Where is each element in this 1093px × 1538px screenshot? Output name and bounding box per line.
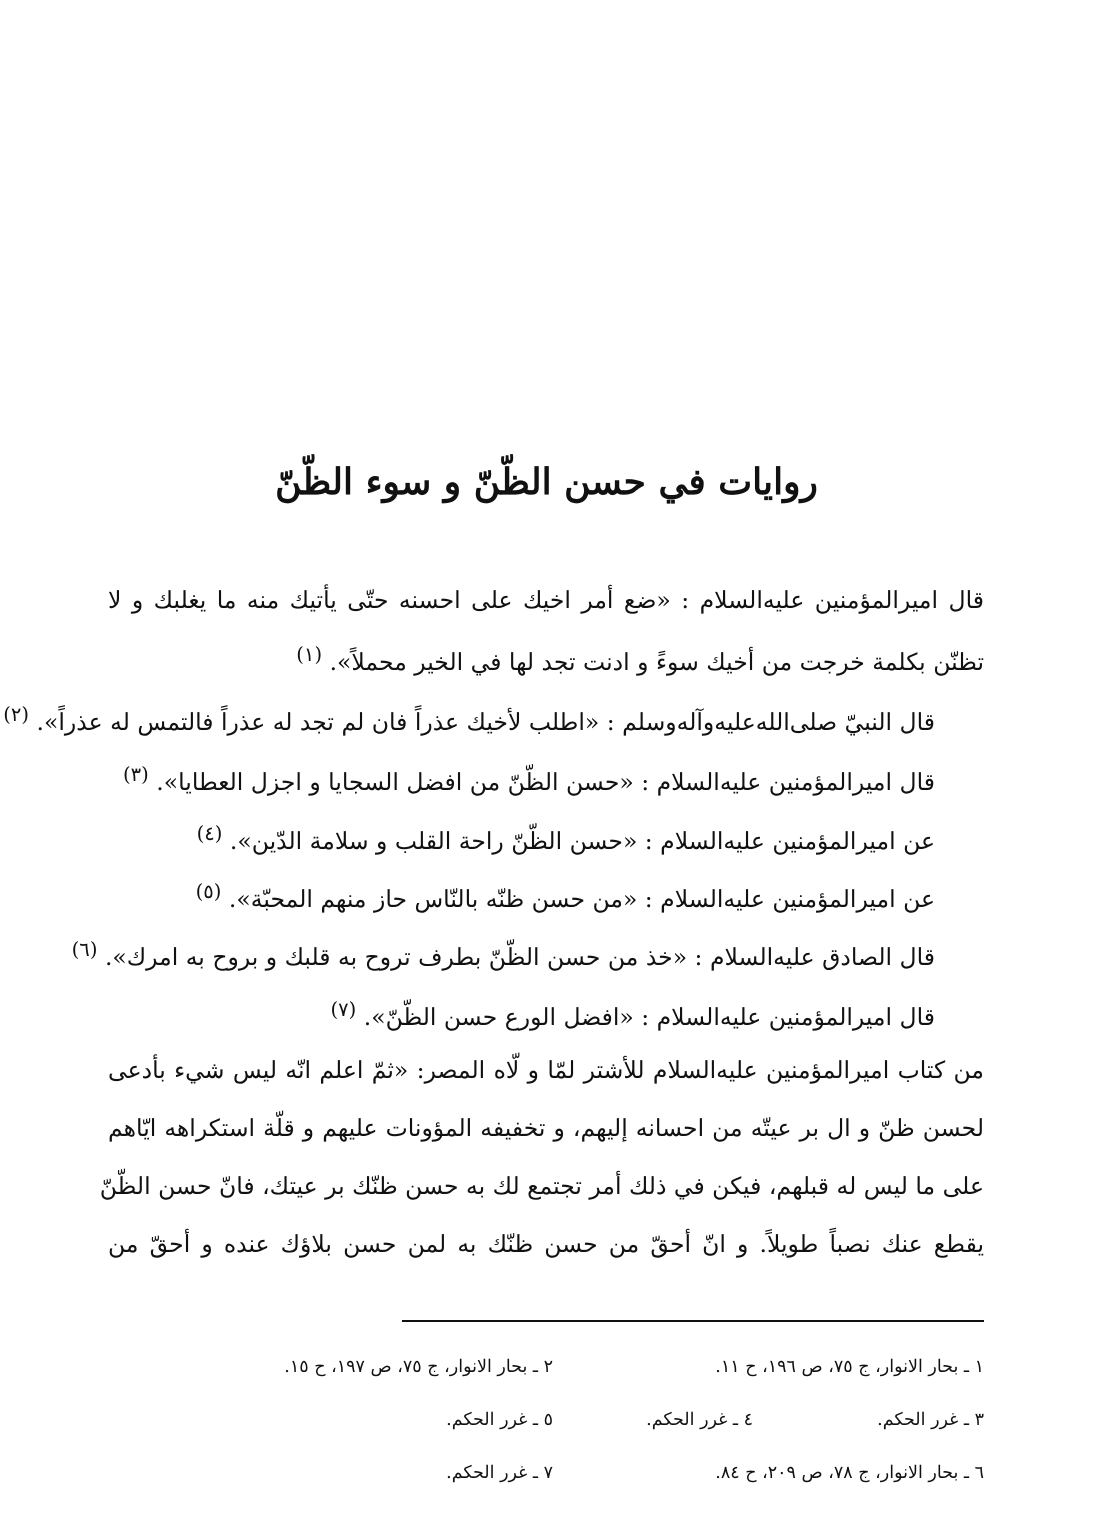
body-line-2 <box>296 635 984 682</box>
footnote-4: ٤ ـ غرر الحكم. <box>646 1410 753 1430</box>
body-line-7-text: قال الصادق عليه‌السلام : «خذ من حسن الظّنّ بطرف تروح به قلبك و بروح به امرك». <box>104 942 935 971</box>
body-line-2-text: تظنّن بكلمة خرجت من أخيك سوءً و ادنت تجد لها في الخير محملاً». <box>329 647 984 676</box>
body-line-4 <box>123 755 935 802</box>
body-line-6 <box>196 872 935 919</box>
body-line-9: من كتاب اميرالمؤمنين عليه‌السلام للأشتر لمّا و لّاه المصر: «ثمّ اعلم انّه ليس شيء بأدعى <box>108 1056 984 1084</box>
body-line-5 <box>197 814 935 861</box>
footnote-ref-7: (٧) <box>330 998 357 1021</box>
footnote-3: ٣ ـ غرر الحكم. <box>877 1410 984 1430</box>
body-line-7 <box>72 930 935 977</box>
body-line-8 <box>330 990 935 1037</box>
footnote-5: ٥ ـ غرر الحكم. <box>446 1410 553 1430</box>
body-line-11: على ما ليس له قبلهم، فيكن في ذلك أمر تجتمع لك به حسن ظنّك بر عيتك، فانّ حسن الظّنّ <box>99 1172 984 1200</box>
body-line-12: يقطع عنك نصباً طويلاً. و انّ أحقّ من حسن ظنّك به لمن حسن بلاؤك عنده و أحقّ من <box>108 1230 984 1258</box>
footnote-ref-6: (٦) <box>71 938 98 961</box>
body-line-4-text: قال اميرالمؤمنين عليه‌السلام : «حسن الظّنّ من افضل السجايا و اجزل العطايا». <box>156 767 935 796</box>
page-title: روايات في حسن الظّنّ و سوء الظّنّ <box>275 461 818 503</box>
body-line-3-text: قال النبيّ صلى‌الله‌عليه‌وآله‌وسلم : «اطلب لأخيك عذراً فان لم تجد له عذراً فالتمس له عذراً». <box>36 707 935 736</box>
body-line-6-text: عن اميرالمؤمنين عليه‌السلام : «من حسن ظنّه بالنّاس حاز منهم المحبّة». <box>228 884 935 913</box>
footnote-ref-4: (٤) <box>196 822 223 845</box>
footnote-ref-3: (٣) <box>123 763 149 786</box>
footnote-7: ٧ ـ غرر الحكم. <box>446 1463 553 1483</box>
body-line-10: لحسن ظنّ و ال بر عيتّه من احسانه إليهم، و تخفيفه المؤونات عليهم و قلّة استكراهه ايّاهم <box>108 1114 984 1142</box>
footnote-6: ٦ ـ بحار الانوار، ج ٧٨، ص ٢٠٩، ح ٨٤. <box>715 1463 984 1483</box>
footnote-divider <box>402 1320 984 1322</box>
footnote-ref-5: (٥) <box>195 880 222 903</box>
body-line-3 <box>3 695 935 742</box>
footnote-1: ١ ـ بحار الانوار، ج ٧٥، ص ١٩٦، ح ١١. <box>715 1357 984 1377</box>
footnote-ref-2: (٢) <box>3 703 30 726</box>
footnote-ref-1: (١) <box>296 643 323 666</box>
body-line-5-text: عن اميرالمؤمنين عليه‌السلام : «حسن الظّنّ راحة القلب و سلامة الدّين». <box>229 826 935 855</box>
body-line-1: قال اميرالمؤمنين عليه‌السلام : «ضع أمر اخيك على احسنه حتّى يأتيك منه ما يغلبك و لا <box>108 586 984 614</box>
body-line-8-text: قال اميرالمؤمنين عليه‌السلام : «افضل الورع حسن الظّنّ». <box>363 1002 935 1031</box>
footnote-2: ٢ ـ بحار الانوار، ج ٧٥، ص ١٩٧، ح ١٥. <box>284 1357 553 1377</box>
